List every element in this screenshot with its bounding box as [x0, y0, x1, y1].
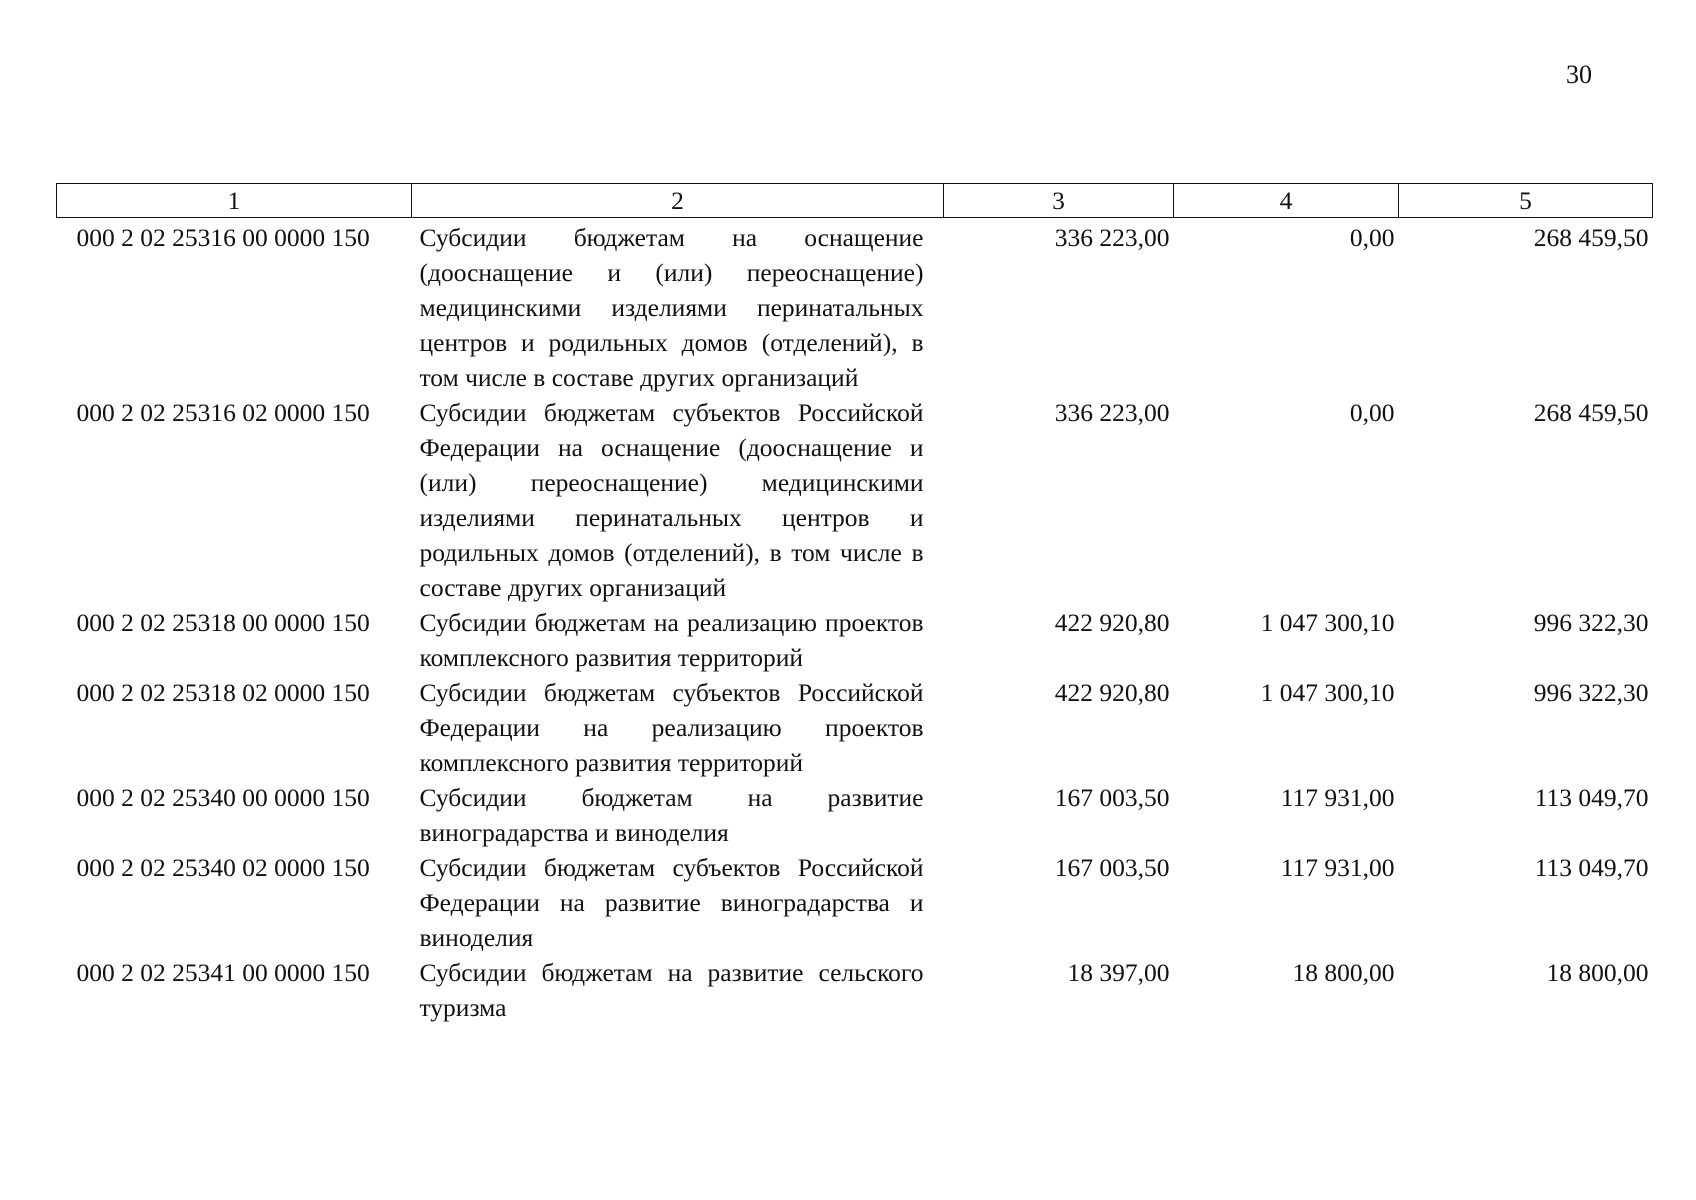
- value-col-3: 18 397,00: [1067, 958, 1170, 987]
- description: Субсидии бюджетам на развитие виноградарства и виноделия: [419, 783, 924, 847]
- budget-code: 000 2 02 25318 00 0000 150: [76, 608, 370, 637]
- header-col-1: 1: [57, 184, 412, 218]
- value-col-5: 113 049,70: [1534, 853, 1649, 882]
- table-header: [57, 184, 1653, 218]
- budget-code: 000 2 02 25340 00 0000 150: [76, 783, 370, 812]
- description: Субсидии бюджетам на развитие сельского туризма: [419, 958, 924, 1022]
- value-col-4: 1 047 300,10: [1260, 678, 1395, 707]
- value-col-4: 0,00: [1349, 223, 1395, 252]
- value-col-4: 117 931,00: [1280, 783, 1395, 812]
- budget-code: 000 2 02 25341 00 0000 150: [76, 958, 370, 987]
- description: Субсидии бюджетам субъектов Российской Федерации на оснащение (дооснащение и (или) переоснащение) медицинскими изделиями перинатальных центров и родильных домов (отделений), в том числе в составе других организаций: [419, 398, 924, 602]
- table-row: [57, 395, 1653, 605]
- value-col-3: 336 223,00: [1054, 223, 1170, 252]
- table-row: [57, 780, 1653, 850]
- header-row: [57, 184, 1653, 218]
- value-col-5: 268 459,50: [1533, 398, 1649, 427]
- value-col-3: 422 920,80: [1054, 678, 1170, 707]
- page-number: 30: [1566, 60, 1592, 89]
- description: Субсидии бюджетам субъектов Российской Федерации на реализацию проектов комплексного развития территорий: [419, 678, 924, 777]
- table-row: [57, 218, 1653, 396]
- budget-code: 000 2 02 25340 02 0000 150: [76, 853, 370, 882]
- value-col-5: 268 459,50: [1533, 223, 1649, 252]
- header-col-3: 3: [944, 184, 1174, 218]
- description: Субсидии бюджетам на реализацию проектов комплексного развития территорий: [419, 608, 924, 672]
- header-col-2: 2: [412, 184, 944, 218]
- budget-table-container: [56, 183, 1652, 1025]
- table-row: [57, 955, 1653, 1025]
- budget-table: [56, 183, 1653, 1025]
- value-col-5: 996 322,30: [1533, 608, 1649, 637]
- header-col-4: 4: [1174, 184, 1399, 218]
- value-col-4: 18 800,00: [1292, 958, 1395, 987]
- value-col-4: 1 047 300,10: [1260, 608, 1395, 637]
- value-col-5: 113 049,70: [1534, 783, 1649, 812]
- table-row: [57, 850, 1653, 955]
- table-row: [57, 675, 1653, 780]
- value-col-5: 996 322,30: [1533, 678, 1649, 707]
- value-col-3: 167 003,50: [1054, 853, 1170, 882]
- table-row: [57, 605, 1653, 675]
- budget-code: 000 2 02 25316 00 0000 150: [76, 223, 370, 252]
- table-body: [57, 218, 1653, 1026]
- value-col-4: 0,00: [1349, 398, 1395, 427]
- budget-code: 000 2 02 25318 02 0000 150: [76, 678, 370, 707]
- value-col-5: 18 800,00: [1546, 958, 1649, 987]
- budget-code: 000 2 02 25316 02 0000 150: [76, 398, 370, 427]
- description: Субсидии бюджетам субъектов Российской Федерации на развитие виноградарства и виноделия: [419, 853, 924, 952]
- value-col-3: 336 223,00: [1054, 398, 1170, 427]
- description: Субсидии бюджетам на оснащение (дооснащение и (или) переоснащение) медицинскими изделиями перинатальных центров и родильных домов (отделений), в том числе в составе других организаций: [419, 223, 924, 392]
- value-col-3: 167 003,50: [1054, 783, 1170, 812]
- value-col-3: 422 920,80: [1054, 608, 1170, 637]
- value-col-4: 117 931,00: [1280, 853, 1395, 882]
- header-col-5: 5: [1399, 184, 1653, 218]
